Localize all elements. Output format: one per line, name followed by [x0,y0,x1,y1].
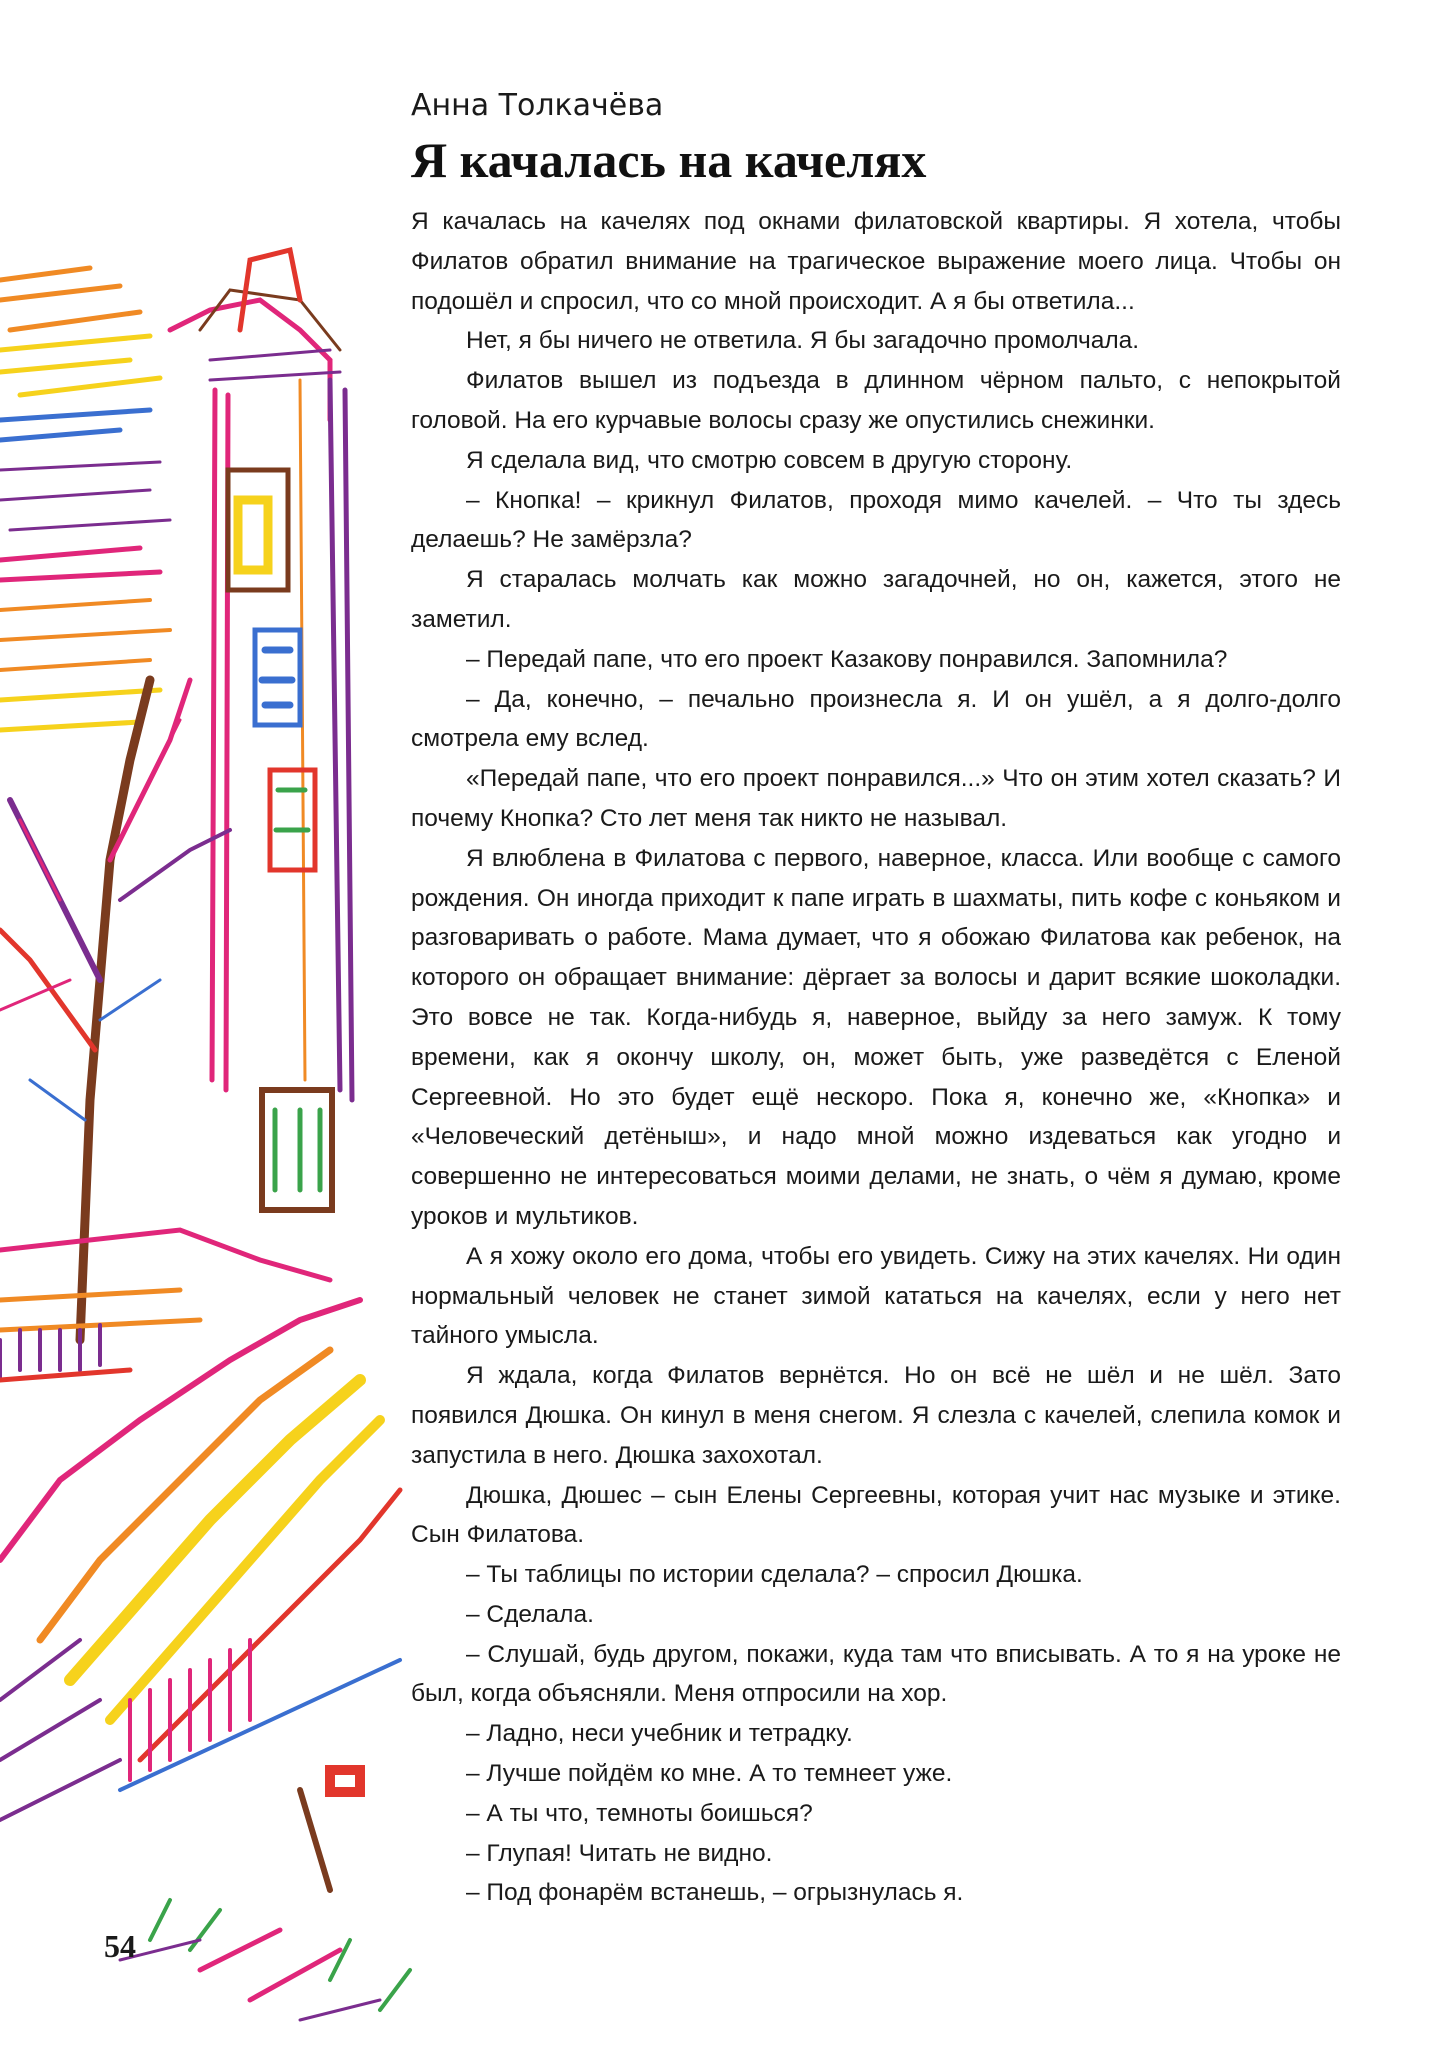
page-number: 54 [104,1928,136,1964]
paragraph: – Ладно, неси учебник и тетрадку. [466,1720,853,1748]
paragraph: – Передай папе, что его проект Казакову понравился. Запомнила? [466,645,1228,673]
paragraph: – Слушай, будь другом, покажи, куда там что вписывать. А то я на уроке не был, когда объясняли. Меня отпросили на хор. [411,1640,1341,1708]
paragraph: – Ты таблицы по истории сделала? – спросил Дюшка. [466,1561,1083,1589]
paragraph: Я качалась на качелях под окнами филатовской квартиры. Я хотела, чтобы Филатов обратил внимание на трагическое выражение моего лица. Чтобы он подошёл и спросил, что со мной происходит. А я бы ответила... [411,208,1341,315]
article-body [411,202,1341,1913]
paragraph: Я ждала, когда Филатов вернётся. Но он всё не шёл и не шёл. Зато появился Дюшка. Он кинул в меня снегом. Я слезла с качелей, слепила комок и запустила в него. Дюшка захохотал. [411,1362,1341,1469]
paragraph: – Под фонарём встанешь, – огрызнулась я. [466,1879,964,1907]
paragraph: – Сделала. [466,1600,594,1628]
paragraph: – Кнопка! – крикнул Филатов, проходя мимо качелей. – Что ты здесь делаешь? Не замёрзла? [411,486,1341,554]
paragraph: – Лучше пойдём ко мне. А то темнеет уже. [466,1760,953,1788]
paragraph: – Да, конечно, – печально произнесла я. И он ушёл, а я долго-долго смотрела ему вслед. [411,685,1341,753]
paragraph: Я старалась молчать как можно загадочней, но он, кажется, этого не заметил. [411,566,1341,633]
paragraph: А я хожу около его дома, чтобы его увидеть. Сижу на этих качелях. Ни один нормальный человек не станет зимой кататься на качелях, если у него нет тайного умысла. [411,1242,1341,1350]
paragraph: Филатов вышел из подъезда в длинном чёрном пальто, с непокрытой головой. На его курчавые волосы сразу же опустились снежинки. [411,367,1341,434]
crayon-illustration [0,0,440,2048]
author-name: Анна Толкачёва [411,88,664,123]
paragraph: Я влюблена в Филатова с первого, наверное, класса. Или вообще с самого рождения. Он иногда приходит к папе играть в шахматы, пить кофе с коньяком и разговаривать о работе. Мама думает, что я обожаю Филатова как ребенок, на которого он обращает внимание: дёргает за волосы и дарит всякие шоколадки. Это вовсе не так. Когда-нибудь я, наверное, выйду за него замуж. К тому времени, как я окончу школу, он, может быть, уже разведётся с Еленой Сергеевной. Но это будет ещё нескоро. Пока я, конечно же, «Кнопка» и «Человеческий детёныш», и надо мной можно издеваться как угодно и совершенно не интересоваться моими делами, не знать, о чём я думаю, кроме уроков и мультиков. [411,844,1341,1230]
paragraph: – А ты что, темноты боишься? [466,1799,813,1827]
paragraph: Дюшка, Дюшес – сын Елены Сергеевны, которая учит нас музыке и этике. Сын Филатова. [411,1481,1341,1549]
paragraph: Нет, я бы ничего не ответила. Я бы загадочно промолчала. [466,327,1140,355]
article-title: Я качалась на качелях [411,132,927,188]
article [411,84,1341,1913]
paragraph: Я сделала вид, что смотрю совсем в другую сторону. [466,446,1073,474]
paragraph: «Передай папе, что его проект понравился...» Что он этим хотел сказать? И почему Кнопка? Сто лет меня так никто не называл. [411,765,1341,832]
paragraph: – Глупая! Читать не видно. [466,1839,773,1867]
